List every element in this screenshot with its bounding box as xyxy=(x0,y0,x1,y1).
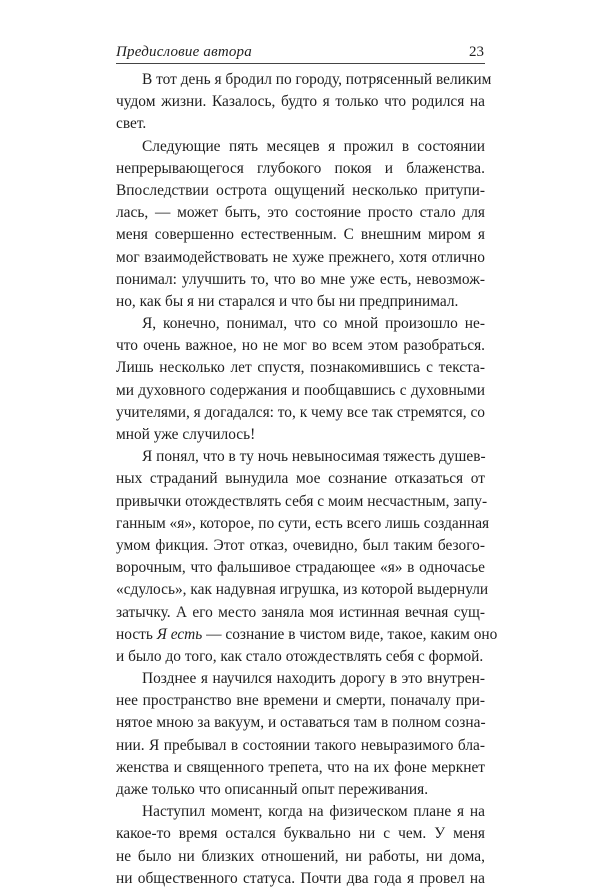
text-line: ных страданий вынудила мое сознание отказаться от xyxy=(116,470,485,488)
italic-phrase: Я есть xyxy=(156,625,203,643)
text-fragment: — сознание в чистом виде, такое, каким оно xyxy=(202,625,498,643)
text-line: и было до того, как стало отождествлять себя с формой. xyxy=(116,647,484,665)
text-line: умом фикция. Этот отказ, очевидно, был таким безого- xyxy=(116,536,485,554)
text-line: что очень важное, но не мог во всем этом разобраться. xyxy=(116,337,485,355)
page-number: 23 xyxy=(469,44,484,60)
running-title: Предисловие автора xyxy=(116,44,252,60)
text-line: учителями, я догадался: то, к чему все так стремятся, со xyxy=(116,403,485,421)
text-line: Впоследствии острота ощущений несколько притупи- xyxy=(116,181,485,199)
text-line: но, как бы я ни старался и что бы ни предпринимал. xyxy=(116,292,459,310)
running-head xyxy=(116,44,484,64)
text-line: ганным «я», которое, по сути, есть всего лишь созданная xyxy=(116,514,490,532)
text-line: Наступил момент, когда на физическом плане я на xyxy=(142,803,485,821)
body-text xyxy=(116,69,498,890)
text-line: не было ни близких отношений, ни работы, ни дома, xyxy=(116,847,485,865)
text-line: женства и священного трепета, что на их фоне меркнет xyxy=(116,758,485,776)
text-line: мог взаимодействовать не хуже прежнего, хотя отлично xyxy=(116,248,485,266)
text-line: нее пространство вне времени и смерти, поначалу при- xyxy=(116,692,485,710)
text-line: какое-то время остался буквально ни с чем. У меня xyxy=(116,825,485,843)
text-line: свет. xyxy=(116,115,147,133)
text-line: ми духовного содержания и пообщавшись с духовными xyxy=(116,381,485,399)
paragraph xyxy=(116,801,485,890)
text-line: Позднее я научился находить дорогу в это внутрен- xyxy=(142,670,485,688)
text-line: ни общественного статуса. Почти два года я провел на xyxy=(116,869,485,887)
text-line: понимал: улучшить то, что во мне уже есть, невозмож- xyxy=(116,270,485,288)
paragraph xyxy=(116,446,498,668)
text-line: нятое мною за вакуум, и оставаться там в полном созна- xyxy=(116,714,486,732)
text-line: затычку. А его место заняла моя истинная вечная сущ- xyxy=(116,603,485,621)
paragraph xyxy=(116,69,492,136)
text-line: Следующие пять месяцев я прожил в состоянии xyxy=(142,137,485,155)
text-line: Я, конечно, понимал, что со мной произошло не- xyxy=(142,315,485,333)
text-line: непрерывающегося глубокого покоя и блаженства. xyxy=(116,159,485,177)
text-line-with-italic xyxy=(116,624,498,646)
text-line: ворочным, что фальшивое страдающее «я» в одночасье xyxy=(116,559,485,577)
text-line: чудом жизни. Казалось, будто я только что родился на xyxy=(116,93,485,111)
paragraph xyxy=(116,313,485,446)
text-line: привычки отождествлять себя с моим несчастным, запу- xyxy=(116,492,488,510)
text-line: Я понял, что в ту ночь невыносимая тяжесть душев- xyxy=(142,448,486,466)
text-line: мной уже случилось! xyxy=(116,426,256,443)
text-line: «сдулось», как надувная игрушка, из которой выдернули xyxy=(116,581,489,599)
paragraph xyxy=(116,136,485,314)
text-line: меня совершенно естественным. С внешним миром я xyxy=(116,226,485,244)
header-rule xyxy=(116,63,485,64)
text-line: В тот день я бродил по городу, потрясенный великим xyxy=(142,71,492,88)
text-line: лась, — может быть, это состояние просто стало для xyxy=(116,204,485,222)
text-line: Лишь несколько лет спустя, познакомившись с текста- xyxy=(116,359,485,377)
text-line: нии. Я пребывал в состоянии такого невыразимого бла- xyxy=(116,736,485,754)
text-line: даже только что описанный опыт переживания. xyxy=(116,781,429,798)
text-fragment: ность xyxy=(116,625,157,643)
paragraph xyxy=(116,668,485,801)
